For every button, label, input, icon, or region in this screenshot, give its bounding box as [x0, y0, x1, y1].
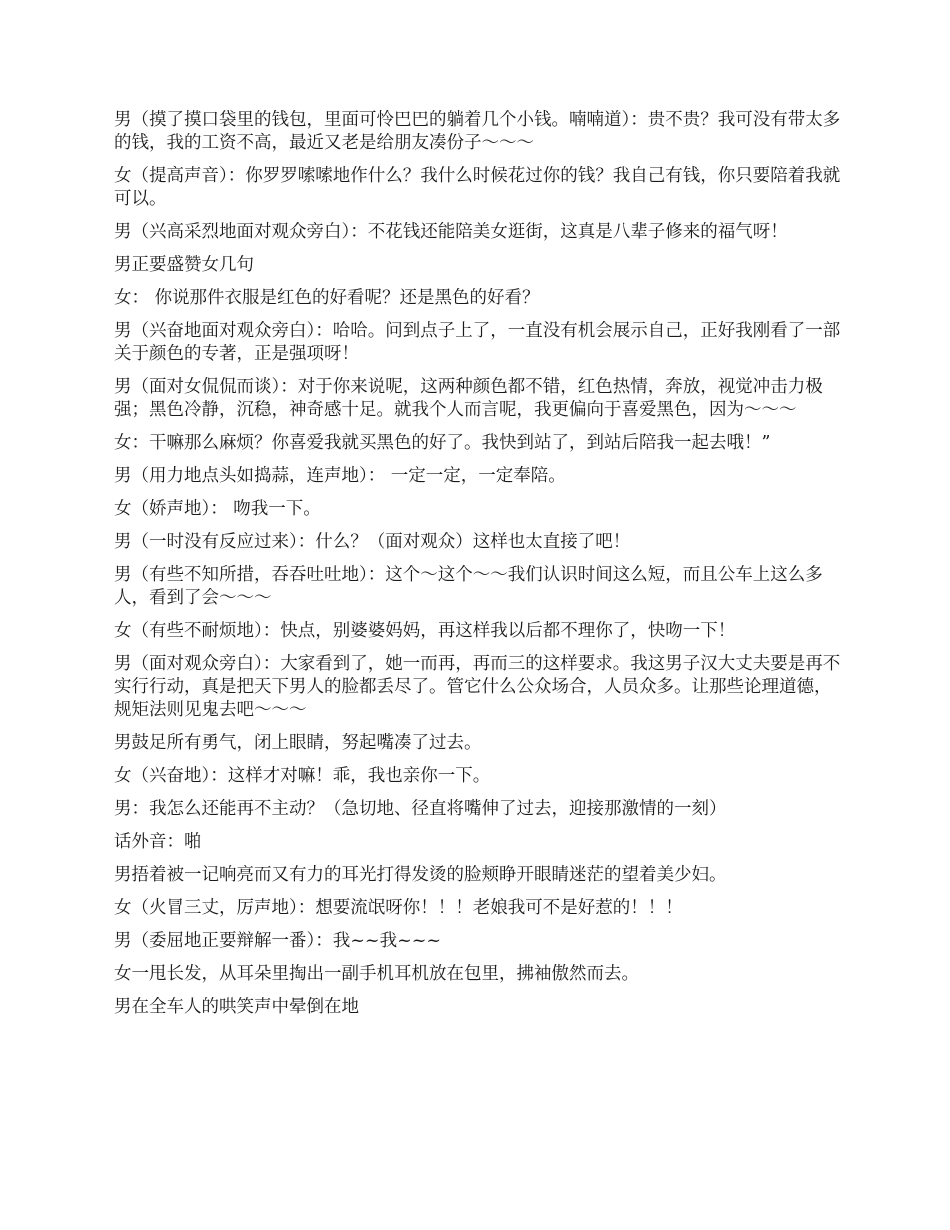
paragraph: 男（兴高采烈地面对观众旁白）：不花钱还能陪美女逛街，这真是八辈子修来的福气呀！ — [114, 222, 788, 242]
paragraph: 男（面对女侃侃而谈）：对于你来说呢，这两种颜色都不错，红色热情，奔放，视觉冲击力极强；黑色冷静，沉稳，神奇感十足。就我个人而言呢，我更偏向于喜爱黑色，因为～～～ — [114, 377, 823, 420]
paragraph: 男（面对观众旁白）：大家看到了，她一而再，再而三的这样要求。我这男子汉大丈夫要是再不实行行动，真是把天下男人的脸都丢尽了。管它什么公众场合，人员众多。让那些论理道德，规矩法则见鬼去吧～～～ — [114, 654, 841, 720]
paragraph: 女一甩长发，从耳朵里掏出一副手机耳机放在包里，拂袖傲然而去。 — [114, 964, 639, 984]
paragraph: 男（有些不知所措，吞吞吐吐地）：这个～这个～～我们认识时间这么短，而且公车上这么多人，看到了会～～～ — [114, 565, 823, 608]
paragraph: 女（提高声音）：你罗罗嗦嗦地作什么？我什么时候花过你的钱？我自己有钱，你只要陪着我就可以。 — [114, 166, 841, 209]
paragraph: 男（委屈地正要辩解一番）：我~~我~~~ — [114, 931, 442, 951]
paragraph: 男正要盛赞女几句 — [114, 255, 254, 275]
paragraph: 男在全车人的哄笑声中晕倒在地 — [114, 997, 359, 1017]
paragraph: 话外音：啪 — [114, 832, 202, 852]
paragraph: 男（摸了摸口袋里的钱包，里面可怜巴巴的躺着几个小钱。喃喃道）：贵不贵？我可没有带太多的钱，我的工资不高，最近又老是给朋友凑份子～～～ — [114, 110, 841, 153]
paragraph: 女（娇声地）： 吻我一下。 — [114, 499, 321, 519]
paragraph: 女：干嘛那么麻烦？你喜爱我就买黑色的好了。我快到站了，到站后陪我一起去哦！” — [114, 433, 771, 453]
paragraph: 女（火冒三丈，厉声地）：想要流氓呀你！！！老娘我可不是好惹的！！！ — [114, 898, 683, 918]
paragraph: 女： 你说那件衣服是红色的好看呢？还是黑色的好看？ — [114, 288, 540, 308]
paragraph: 男：我怎么还能再不主动？（急切地、径直将嘴伸了过去，迎接那激情的一刻） — [114, 799, 727, 819]
paragraph: 男（用力地点头如捣蒜，连声地）： 一定一定，一定奉陪。 — [114, 466, 566, 486]
document-body — [114, 109, 842, 1029]
paragraph: 男鼓足所有勇气，闭上眼睛，努起嘴凑了过去。 — [114, 733, 482, 753]
paragraph: 男（兴奋地面对观众旁白）：哈哈。问到点子上了，一直没有机会展示自己，正好我刚看了一部关于颜色的专著，正是强项呀！ — [114, 321, 841, 364]
paragraph: 男（一时没有反应过来）：什么？（面对观众）这样也太直接了吧！ — [114, 532, 631, 552]
paragraph: 女（有些不耐烦地）：快点，别婆婆妈妈，再这样我以后都不理你了，快吻一下！ — [114, 621, 736, 641]
paragraph: 男捂着被一记响亮而又有力的耳光打得发烫的脸颊睁开眼睛迷茫的望着美少妇。 — [114, 865, 727, 885]
paragraph: 女（兴奋地）：这样才对嘛！乖，我也亲你一下。 — [114, 766, 491, 786]
